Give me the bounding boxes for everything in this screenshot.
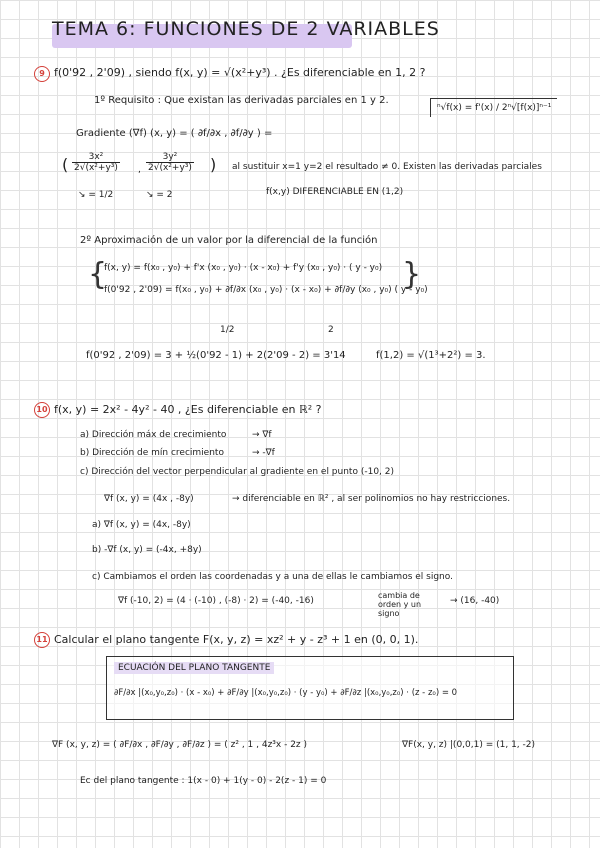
ex10-ans-c: c) Cambiamos el orden las coordenadas y a una de ellas le cambiamos el signo. — [92, 572, 453, 582]
ex10-grad-note: → diferenciable en ℝ² , al ser polinomios no hay restricciones. — [232, 494, 511, 504]
ex9-val-x: ↘ = 1/2 — [78, 190, 114, 200]
ex10-statement: f(x, y) = 2x² - 4y² - 40 , ¿Es diferenciable en ℝ² ? — [54, 403, 322, 416]
ex9-eq-line1: f(x, y) = f(x₀ , y₀) + f'x (x₀ , y₀) · (x - x₀) + f'y (x₀ , y₀) · ( y - y₀) — [104, 263, 383, 273]
ex10-ans-c-calc: ∇f (-10, 2) = (4 · (-10) , (-8) · 2) = (-40, -16) — [118, 596, 314, 606]
ex10-b: b) Dirección de mín crecimiento — [80, 448, 224, 458]
ex9-final-calc: f(0'92 , 2'09) = 3 + ½(0'92 - 1) + 2(2'09 - 2) = 3'14 — [86, 350, 346, 361]
ex9-eq-line2: f(0'92 , 2'09) = f(x₀ , y₀) + ∂f/∂x (x₀ , y₀) · (x - x₀) + ∂f/∂y (x₀ , y₀) ( y - y₀) — [104, 285, 428, 295]
ex10-a-res: → ∇f — [252, 430, 272, 440]
ex9-close-paren: ) — [210, 155, 217, 174]
ex9-statement: f(0'92 , 2'09) , siendo f(x, y) = √(x²+y³) . ¿Es diferenciable en 1, 2 ? — [54, 66, 426, 79]
ex10-ans-a: a) ∇f (x, y) = (4x, -8y) — [92, 520, 191, 530]
ex9-partial-y: $\frac{\text{3y²}}{\text{2√(x²+y³)}}$ — [148, 152, 192, 173]
title-block — [52, 18, 440, 48]
page-title: TEMA 6: FUNCIONES DE 2 VARIABLES — [52, 18, 440, 40]
exercise-number-badge: 11 — [34, 632, 50, 648]
ex10-c: c) Dirección del vector perpendicular al gradiente en el punto (-10, 2) — [80, 467, 394, 477]
ex9-substitution: al sustituir x=1 y=2 el resultado ≠ 0. Existen las derivadas parciales — [232, 162, 542, 172]
ex10-ans-b: b) -∇f (x, y) = (-4x, +8y) — [92, 545, 202, 555]
ex9-step1: 1º Requisito : Que existan las derivadas parciales en 1 y 2. — [94, 95, 389, 106]
ex9-brace-left: { — [88, 257, 108, 292]
ex10-a: a) Dirección máx de crecimiento — [80, 430, 227, 440]
ex9-gradient-label: Gradiente (∇f) (x, y) = ( ∂f/∂x , ∂f/∂y ) = — [76, 128, 273, 139]
ex9-diff-result: f(x,y) DIFERENCIABLE EN (1,2) — [266, 187, 404, 197]
ex9-under-2: 2 — [328, 325, 334, 335]
ex9-comma: , — [138, 165, 141, 175]
ex10-ans-c-res: → (16, -40) — [450, 596, 500, 606]
ex11-grad-line: ∇F (x, y, z) = ( ∂F/∂x , ∂F/∂y , ∂F/∂z ) = ( z² , 1 , 4z³x - 2z ) — [52, 740, 308, 750]
exercise-number-badge: 9 — [34, 66, 50, 82]
ex9-step2: 2º Aproximación de un valor por la diferencial de la función — [80, 235, 378, 246]
ex11-final: Ec del plano tangente : 1(x - 0) + 1(y - 0) - 2(z - 1) = 0 — [80, 776, 327, 786]
ex9-partial-x: $\frac{\text{3x²}}{\text{2√(x²+y³)}}$ — [74, 152, 118, 173]
exercise-number-badge: 10 — [34, 402, 50, 418]
ex10-ans-c-note: cambia de orden y un signo — [378, 591, 422, 618]
ex9-final-f12: f(1,2) = √(1³+2²) = 3. — [376, 350, 486, 361]
ex9-formula-box: ⁿ√f(x) = f'(x) / 2ⁿ√[f(x)]ⁿ⁻¹ — [430, 98, 557, 117]
ex9-open-paren: ( — [62, 155, 69, 174]
ex9-brace-right: } — [402, 257, 422, 292]
ex11-grad-eval: ∇F(x, y, z) |(0,0,1) = (1, 1, -2) — [402, 740, 536, 750]
ex9-under-1: 1/2 — [220, 325, 235, 335]
ex11-box-title: ECUACIÓN DEL PLANO TANGENTE — [114, 662, 274, 674]
ex10-grad-line: ∇f (x, y) = (4x , -8y) — [104, 494, 194, 504]
ex11-box-eq: ∂F/∂x |(x₀,y₀,z₀) · (x - x₀) + ∂F/∂y |(x₀,y₀,z₀) · (y - y₀) + ∂F/∂z |(x₀,y₀,z₀) · (z - z₀) = 0 — [114, 688, 458, 698]
ex11-statement: Calcular el plano tangente F(x, y, z) = xz² + y - z³ + 1 en (0, 0, 1). — [54, 633, 419, 646]
ex10-b-res: → -∇f — [252, 448, 275, 458]
ex9-val-y: ↘ = 2 — [146, 190, 173, 200]
